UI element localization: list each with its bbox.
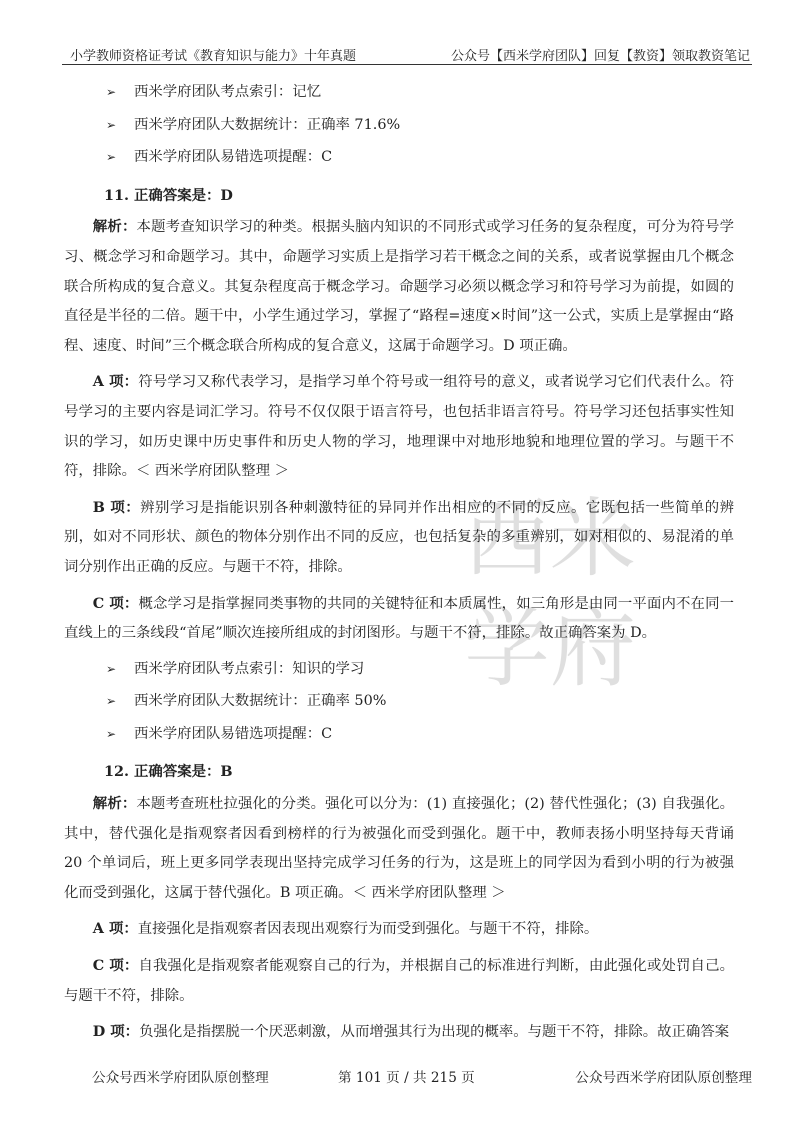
footer-left: 公众号西米学府团队原创整理	[92, 1070, 269, 1086]
bullet-text: 西米学府团队考点索引：记忆	[134, 84, 322, 100]
page-content	[64, 78, 734, 1054]
page-header	[62, 34, 752, 65]
list-item	[64, 143, 734, 173]
option-label: A 项：	[92, 920, 138, 938]
option-label: C 项：	[92, 594, 139, 612]
header-left: 小学教师资格证考试《教育知识与能力》十年真题	[70, 49, 357, 64]
page-footer	[62, 1060, 752, 1084]
header-right: 公众号【西米学府团队】回复【教资】领取教资笔记	[450, 49, 750, 64]
page-number: 第 101 页 / 共 215 页	[338, 1070, 475, 1086]
q12-analysis	[64, 789, 734, 908]
watermark-text: 西米	[464, 489, 636, 589]
q12-option-c	[64, 951, 734, 1011]
q11-option-a	[64, 367, 734, 486]
option-text: 辨别学习是指能识别各种刺激特征的异同并作出相应的不同的反应。它既包括一些简单的辨别，如对不同形状、颜色的物体分别作出不同的反应，也包括复杂的多重辨别，如对相似的、易混淆的单词分别作出正确的反应。与题干不符，排除。	[64, 499, 734, 575]
option-text: 负强化是指摆脱一个厌恶刺激，从而增强其行为出现的概率。与题干不符，排除。故正确答案	[139, 1024, 730, 1041]
arrow-bullet-icon: ➢	[106, 117, 117, 132]
analysis-label: 解析：	[92, 795, 137, 813]
option-label: D 项：	[92, 1023, 140, 1041]
list-item	[64, 687, 734, 717]
option-text: 自我强化是指观察者能观察自己的行为，并根据自己的标准进行判断，由此强化或处罚自己。与题干不符，排除。	[64, 958, 734, 1004]
option-text: 直接强化是指观察者因表现出观察行为而受到强化。与题干不符，排除。	[137, 921, 599, 938]
arrow-bullet-icon: ➢	[106, 85, 117, 99]
watermark-text-2: 学府	[464, 599, 636, 699]
bullet-text: 西米学府团队大数据统计：正确率 71.6%	[134, 116, 401, 133]
arrow-bullet-icon: ➢	[106, 694, 117, 709]
q12-option-d	[64, 1017, 734, 1048]
arrow-bullet-icon: ➢	[106, 661, 117, 676]
footer-right: 公众号西米学府团队原创整理	[575, 1070, 752, 1086]
analysis-text: 本题考查班杜拉强化的分类。强化可以分为：(1) 直接强化；(2) 替代性强化；(3) 自我强化。其中，替代强化是指观察者因看到榜样的行为被强化而受到强化。题干中，教师表扬小明坚持每天背诵 20 个单词后，班上更多同学表现出坚持完成学习任务的行为，这是班上的同学因为看到小明的行为被强化而受到强化，这属于替代强化。B 项正确。＜ 西米学府团队整理 ＞	[64, 796, 734, 901]
bullet-text: 西米学府团队考点索引：知识的学习	[134, 660, 365, 677]
q11-option-c	[64, 589, 734, 649]
bullet-text: 西米学府团队易错选项提醒：C	[134, 149, 333, 166]
list-item	[64, 720, 734, 750]
analysis-text: 本题考查知识学习的种类。根据头脑内知识的不同形式或学习任务的复杂程度，可分为符号学习、概念学习和命题学习。其中，命题学习实质上是指学习若干概念之间的关系，或者说掌握由几个概念联合所构成的复合意义。其复杂程度高于概念学习。命题学习必须以概念学习和符号学习为前提，如圆的直径是半径的二倍。题干中，小学生通过学习，掌握了“路程=速度×时间”这一公式，实质上是掌握由“路程、速度、时间”三个概念联合所构成的复合意义，这属于命题学习。D 项正确。	[64, 219, 734, 354]
list-item	[64, 655, 734, 685]
list-item	[64, 111, 734, 141]
option-text: 符号学习又称代表学习，是指学习单个符号或一组符号的意义，或者说学习它们代表什么。符号学习的主要内容是词汇学习。符号不仅仅限于语言符号，也包括非语言符号。符号学习还包括事实性知识的学习，如历史课中历史事件和历史人物的学习，地理课中对地形地貌和地理位置的学习。与题干不符，排除。＜ 西米学府团队整理 ＞	[64, 374, 734, 480]
analysis-label: 解析：	[92, 218, 137, 236]
bullet-text: 西米学府团队易错选项提醒：C	[134, 725, 333, 742]
option-label: A 项：	[92, 373, 139, 391]
q12-option-a	[64, 914, 734, 945]
arrow-bullet-icon: ➢	[106, 726, 117, 741]
bullet-text: 西米学府团队大数据统计：正确率 50%	[134, 693, 387, 710]
option-label: B 项：	[92, 498, 141, 516]
q11-option-b	[64, 493, 734, 583]
list-item	[64, 78, 734, 108]
question-12-title: 12. 正确答案是：B	[104, 763, 233, 781]
option-label: C 项：	[92, 957, 139, 975]
question-11-title: 11. 正确答案是：D	[104, 186, 233, 204]
option-text: 概念学习是指掌握同类事物的共同的关键特征和本质属性，如三角形是由同一平面内不在同一直线上的三条线段“首尾”顺次连接所组成的封闭图形。与题干不符，排除。故正确答案为 D。	[64, 595, 734, 642]
arrow-bullet-icon: ➢	[106, 150, 117, 165]
q11-analysis	[64, 212, 734, 361]
